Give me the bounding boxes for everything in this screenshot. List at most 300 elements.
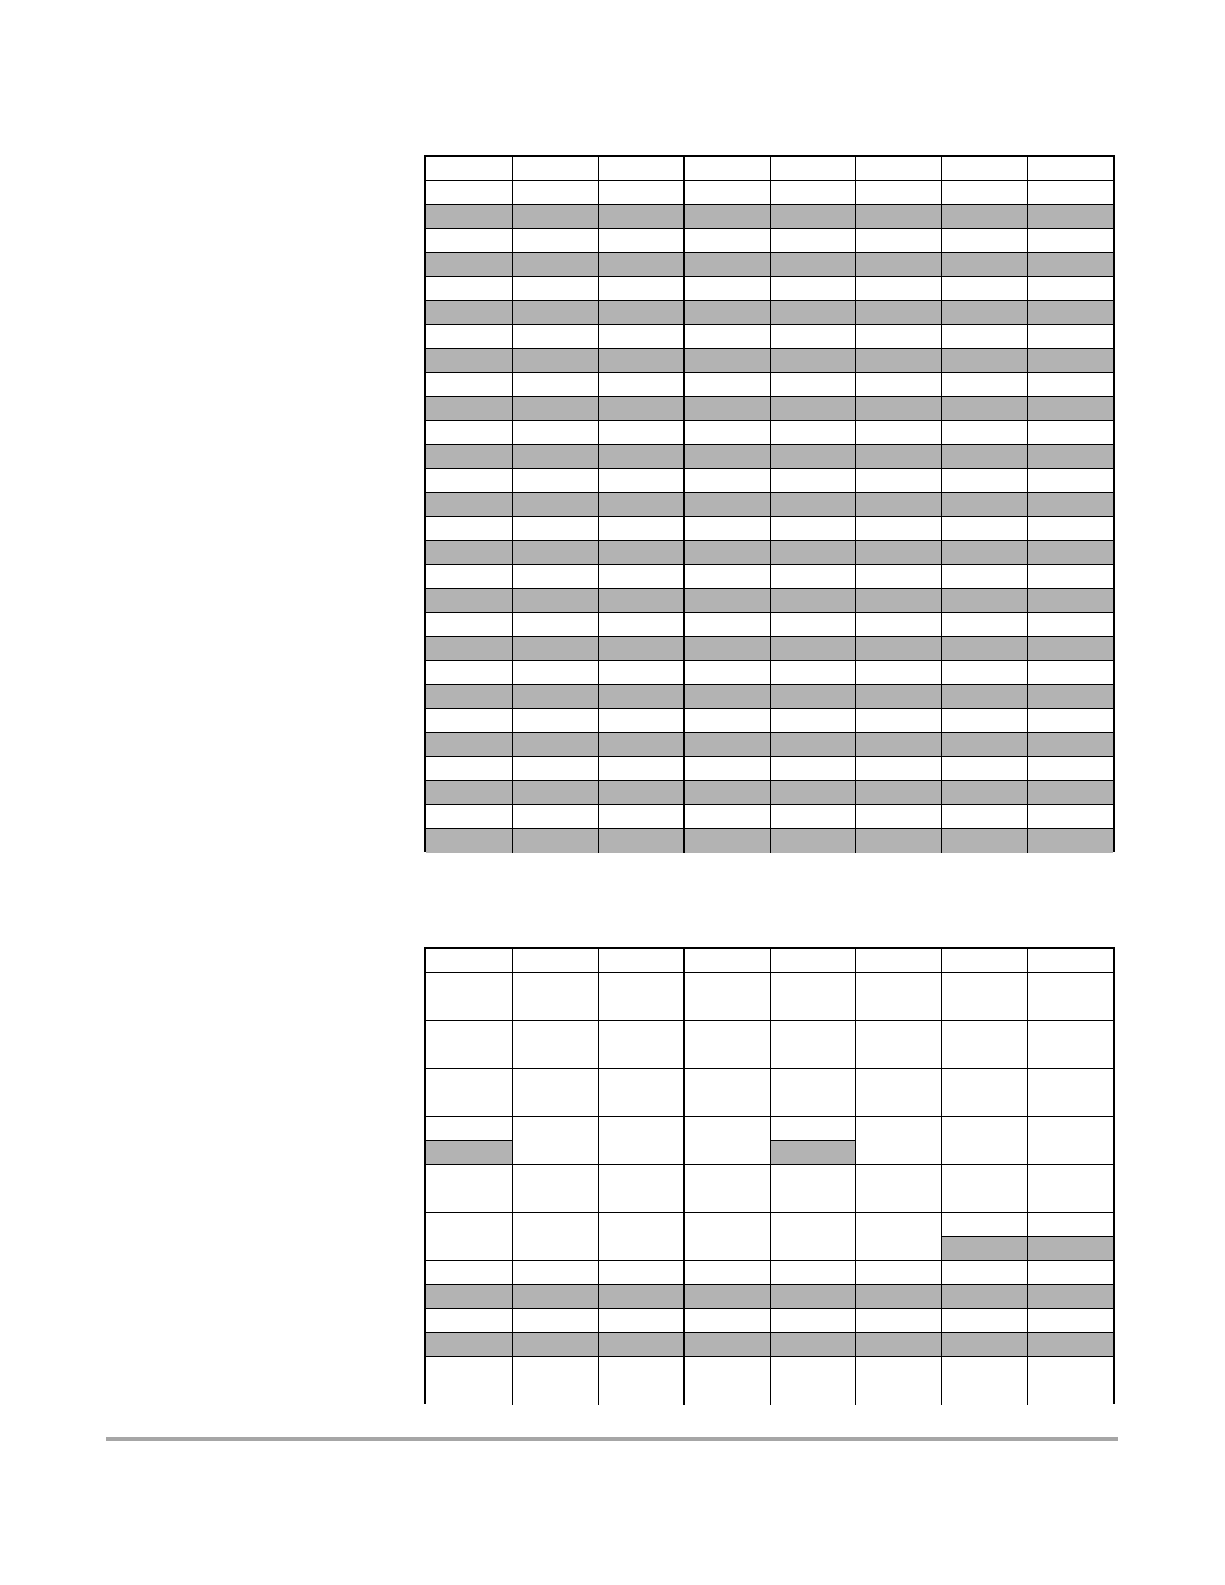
table-cell	[684, 397, 770, 421]
table-cell	[684, 1213, 770, 1261]
row-divider	[1027, 1236, 1113, 1237]
table-cell	[512, 1333, 598, 1357]
table-cell	[512, 1285, 598, 1309]
column-divider	[512, 949, 513, 1405]
table-cell	[941, 181, 1027, 205]
table-cell	[770, 181, 855, 205]
table-cell	[512, 397, 598, 421]
table-cell	[426, 949, 512, 973]
table-cell	[512, 445, 598, 469]
table-cell	[770, 709, 855, 733]
table-cell	[426, 493, 512, 517]
table-cell	[770, 1261, 855, 1285]
table-cell	[855, 685, 941, 709]
table-cell	[941, 325, 1027, 349]
table-cell	[855, 373, 941, 397]
table-cell	[598, 1357, 684, 1405]
table-cell	[426, 277, 512, 301]
table-cell	[684, 781, 770, 805]
table-cell	[512, 613, 598, 637]
table-cell	[598, 661, 684, 685]
column-divider	[770, 157, 771, 853]
table-cell	[426, 685, 512, 709]
table-cell	[598, 973, 684, 1021]
table-cell	[598, 205, 684, 229]
table-cell	[855, 1069, 941, 1117]
table-cell	[598, 733, 684, 757]
table-cell	[426, 733, 512, 757]
table-cell	[598, 181, 684, 205]
table-cell	[855, 613, 941, 637]
table-cell	[1027, 445, 1113, 469]
table-cell	[512, 565, 598, 589]
table-cell	[855, 229, 941, 253]
table-cell	[855, 469, 941, 493]
row-divider	[426, 1140, 512, 1141]
table-cell	[770, 733, 855, 757]
grid-table-bottom	[424, 947, 1115, 1404]
table-cell	[512, 781, 598, 805]
table-cell	[684, 301, 770, 325]
table-cell	[684, 1333, 770, 1357]
table-cell	[941, 949, 1027, 973]
table-cell	[1027, 349, 1113, 373]
table-cell	[855, 1357, 941, 1405]
table-cell	[598, 805, 684, 829]
table-cell	[770, 589, 855, 613]
table-cell	[1027, 1117, 1113, 1165]
table-cell	[598, 1309, 684, 1333]
table-cell	[770, 1141, 855, 1165]
table-cell	[770, 469, 855, 493]
table-cell	[598, 1285, 684, 1309]
table-cell	[941, 1357, 1027, 1405]
table-cell	[770, 1333, 855, 1357]
table-cell	[426, 1309, 512, 1333]
table-cell	[426, 637, 512, 661]
table-cell	[684, 253, 770, 277]
table-cell	[1027, 1261, 1113, 1285]
table-cell	[770, 565, 855, 589]
table-cell	[684, 1021, 770, 1069]
table-cell	[770, 157, 855, 181]
table-cell	[1027, 301, 1113, 325]
table-cell	[855, 949, 941, 973]
table-cell	[1027, 1237, 1113, 1261]
table-cell	[770, 445, 855, 469]
table-cell	[684, 493, 770, 517]
table-cell	[941, 1261, 1027, 1285]
table-cell	[941, 613, 1027, 637]
table-cell	[684, 205, 770, 229]
table-cell	[598, 301, 684, 325]
table-cell	[1027, 1333, 1113, 1357]
table-cell	[941, 589, 1027, 613]
table-cell	[941, 397, 1027, 421]
table-cell	[1027, 949, 1113, 973]
column-divider	[855, 157, 856, 853]
table-cell	[684, 1309, 770, 1333]
table-cell	[855, 397, 941, 421]
table-cell	[684, 637, 770, 661]
table-cell	[941, 757, 1027, 781]
table-cell	[855, 781, 941, 805]
table-cell	[855, 637, 941, 661]
table-cell	[770, 757, 855, 781]
table-cell	[1027, 565, 1113, 589]
table-cell	[855, 1165, 941, 1213]
table-cell	[684, 805, 770, 829]
table-cell	[426, 757, 512, 781]
table-cell	[512, 301, 598, 325]
table-cell	[1027, 1357, 1113, 1405]
table-cell	[770, 1165, 855, 1213]
table-cell	[855, 1213, 941, 1261]
table-cell	[426, 661, 512, 685]
table-cell	[1027, 1165, 1113, 1213]
column-divider	[770, 949, 771, 1405]
table-cell	[855, 829, 941, 853]
row-divider	[770, 1140, 855, 1141]
table-cell	[426, 1333, 512, 1357]
table-cell	[684, 661, 770, 685]
table-cell	[512, 325, 598, 349]
table-cell	[512, 1309, 598, 1333]
footer-rule	[106, 1437, 1118, 1441]
column-divider	[855, 949, 856, 1405]
table-cell	[941, 829, 1027, 853]
table-cell	[512, 973, 598, 1021]
table-cell	[426, 1021, 512, 1069]
table-cell	[684, 733, 770, 757]
table-cell	[770, 301, 855, 325]
table-cell	[426, 1285, 512, 1309]
table-cell	[855, 541, 941, 565]
table-cell	[855, 973, 941, 1021]
table-cell	[512, 277, 598, 301]
table-cell	[426, 1069, 512, 1117]
table-cell	[1027, 325, 1113, 349]
table-cell	[1027, 589, 1113, 613]
table-cell	[512, 829, 598, 853]
table-cell	[684, 469, 770, 493]
table-cell	[941, 517, 1027, 541]
table-cell	[684, 229, 770, 253]
table-cell	[426, 1141, 512, 1165]
table-cell	[1027, 157, 1113, 181]
table-cell	[512, 421, 598, 445]
table-cell	[770, 1117, 855, 1141]
table-cell	[684, 421, 770, 445]
table-cell	[684, 685, 770, 709]
table-cell	[855, 1285, 941, 1309]
table-cell	[1027, 781, 1113, 805]
table-cell	[770, 421, 855, 445]
table-cell	[941, 565, 1027, 589]
table-cell	[1027, 685, 1113, 709]
table-cell	[598, 829, 684, 853]
table-cell	[1027, 253, 1113, 277]
table-cell	[855, 181, 941, 205]
table-cell	[855, 301, 941, 325]
table-cell	[426, 301, 512, 325]
table-cell	[598, 613, 684, 637]
table-cell	[512, 709, 598, 733]
table-cell	[1027, 973, 1113, 1021]
table-cell	[426, 1261, 512, 1285]
table-cell	[598, 445, 684, 469]
table-cell	[426, 421, 512, 445]
table-cell	[426, 565, 512, 589]
table-cell	[1027, 733, 1113, 757]
column-divider	[941, 949, 942, 1405]
table-cell	[855, 757, 941, 781]
table-cell	[770, 1357, 855, 1405]
table-cell	[770, 781, 855, 805]
table-cell	[941, 469, 1027, 493]
table-cell	[426, 541, 512, 565]
table-cell	[855, 493, 941, 517]
table-cell	[512, 1117, 598, 1165]
table-cell	[1027, 637, 1113, 661]
table-cell	[770, 493, 855, 517]
table-cell	[770, 973, 855, 1021]
table-cell	[941, 541, 1027, 565]
table-cell	[598, 781, 684, 805]
row-divider	[941, 1236, 1027, 1237]
table-cell	[855, 205, 941, 229]
table-cell	[598, 325, 684, 349]
table-cell	[855, 1309, 941, 1333]
table-cell	[770, 325, 855, 349]
table-cell	[770, 1285, 855, 1309]
table-cell	[512, 493, 598, 517]
table-cell	[684, 445, 770, 469]
table-cell	[770, 253, 855, 277]
table-cell	[426, 469, 512, 493]
table-cell	[512, 1069, 598, 1117]
table-cell	[598, 709, 684, 733]
table-cell	[770, 1069, 855, 1117]
table-cell	[941, 1285, 1027, 1309]
table-cell	[684, 157, 770, 181]
column-divider	[683, 157, 685, 853]
table-cell	[770, 541, 855, 565]
table-cell	[598, 637, 684, 661]
table-cell	[855, 253, 941, 277]
table-cell	[855, 445, 941, 469]
table-cell	[941, 157, 1027, 181]
table-cell	[684, 517, 770, 541]
table-cell	[426, 709, 512, 733]
table-cell	[512, 661, 598, 685]
table-cell	[684, 277, 770, 301]
table-cell	[941, 445, 1027, 469]
table-cell	[855, 421, 941, 445]
table-cell	[598, 589, 684, 613]
table-cell	[770, 373, 855, 397]
table-cell	[684, 829, 770, 853]
table-cell	[855, 805, 941, 829]
table-cell	[512, 1213, 598, 1261]
table-cell	[426, 397, 512, 421]
table-cell	[598, 949, 684, 973]
column-divider	[1027, 949, 1028, 1405]
table-cell	[770, 349, 855, 373]
table-cell	[684, 613, 770, 637]
table-cell	[512, 1165, 598, 1213]
striped-table-top	[424, 155, 1115, 852]
table-cell	[512, 205, 598, 229]
table-cell	[770, 1021, 855, 1069]
table-cell	[684, 565, 770, 589]
table-cell	[684, 349, 770, 373]
table-cell	[684, 973, 770, 1021]
table-cell	[770, 949, 855, 973]
table-cell	[1027, 541, 1113, 565]
table-cell	[598, 1117, 684, 1165]
table-cell	[512, 253, 598, 277]
table-cell	[684, 325, 770, 349]
table-cell	[1027, 181, 1113, 205]
table-cell	[684, 181, 770, 205]
table-cell	[512, 685, 598, 709]
table-cell	[426, 781, 512, 805]
column-divider	[598, 157, 599, 853]
table-cell	[684, 949, 770, 973]
table-cell	[855, 277, 941, 301]
table-cell	[684, 1117, 770, 1165]
table-cell	[941, 1021, 1027, 1069]
table-cell	[941, 1333, 1027, 1357]
table-cell	[770, 517, 855, 541]
table-cell	[684, 541, 770, 565]
column-divider	[1027, 157, 1028, 853]
table-cell	[941, 493, 1027, 517]
table-cell	[941, 781, 1027, 805]
table-cell	[941, 733, 1027, 757]
table-cell	[684, 1285, 770, 1309]
table-cell	[941, 661, 1027, 685]
table-cell	[941, 373, 1027, 397]
table-cell	[684, 709, 770, 733]
table-cell	[426, 1357, 512, 1405]
table-cell	[941, 1117, 1027, 1165]
table-cell	[512, 229, 598, 253]
table-cell	[941, 1309, 1027, 1333]
table-cell	[770, 277, 855, 301]
table-cell	[426, 349, 512, 373]
table-cell	[512, 805, 598, 829]
table-cell	[598, 349, 684, 373]
table-cell	[598, 397, 684, 421]
table-cell	[855, 157, 941, 181]
table-cell	[1027, 709, 1113, 733]
table-cell	[1027, 373, 1113, 397]
table-cell	[941, 253, 1027, 277]
table-cell	[512, 469, 598, 493]
table-cell	[941, 1069, 1027, 1117]
table-cell	[684, 1357, 770, 1405]
table-cell	[941, 205, 1027, 229]
table-cell	[855, 517, 941, 541]
table-cell	[855, 325, 941, 349]
table-cell	[512, 733, 598, 757]
table-cell	[1027, 1069, 1113, 1117]
table-cell	[1027, 229, 1113, 253]
column-divider	[512, 157, 513, 853]
table-cell	[426, 829, 512, 853]
table-cell	[426, 517, 512, 541]
table-cell	[855, 709, 941, 733]
table-cell	[770, 613, 855, 637]
table-cell	[426, 325, 512, 349]
table-cell	[941, 805, 1027, 829]
table-cell	[598, 1333, 684, 1357]
table-cell	[598, 1213, 684, 1261]
table-cell	[598, 1261, 684, 1285]
column-divider	[941, 157, 942, 853]
table-cell	[426, 373, 512, 397]
table-cell	[512, 1021, 598, 1069]
table-cell	[426, 805, 512, 829]
table-cell	[1027, 1021, 1113, 1069]
table-cell	[598, 565, 684, 589]
table-cell	[770, 685, 855, 709]
table-cell	[426, 589, 512, 613]
table-cell	[598, 421, 684, 445]
table-cell	[770, 661, 855, 685]
table-cell	[770, 397, 855, 421]
table-cell	[598, 229, 684, 253]
table-cell	[426, 613, 512, 637]
column-divider	[683, 949, 685, 1405]
table-cell	[512, 157, 598, 181]
table-cell	[598, 1165, 684, 1213]
table-cell	[598, 469, 684, 493]
table-cell	[855, 589, 941, 613]
table-cell	[684, 1069, 770, 1117]
table-cell	[941, 349, 1027, 373]
table-cell	[512, 1261, 598, 1285]
table-cell	[512, 589, 598, 613]
table-cell	[855, 349, 941, 373]
table-cell	[426, 1213, 512, 1261]
table-cell	[684, 1261, 770, 1285]
table-cell	[1027, 1309, 1113, 1333]
table-cell	[598, 1021, 684, 1069]
table-cell	[1027, 829, 1113, 853]
table-cell	[684, 757, 770, 781]
table-cell	[1027, 277, 1113, 301]
table-cell	[426, 1165, 512, 1213]
table-cell	[598, 277, 684, 301]
table-cell	[941, 637, 1027, 661]
table-cell	[1027, 469, 1113, 493]
table-cell	[598, 757, 684, 781]
table-cell	[598, 493, 684, 517]
table-cell	[855, 661, 941, 685]
table-cell	[1027, 613, 1113, 637]
table-cell	[426, 157, 512, 181]
table-cell	[1027, 205, 1113, 229]
table-cell	[770, 1213, 855, 1261]
table-cell	[1027, 661, 1113, 685]
table-cell	[684, 589, 770, 613]
table-cell	[855, 1117, 941, 1165]
table-cell	[770, 637, 855, 661]
table-cell	[941, 973, 1027, 1021]
